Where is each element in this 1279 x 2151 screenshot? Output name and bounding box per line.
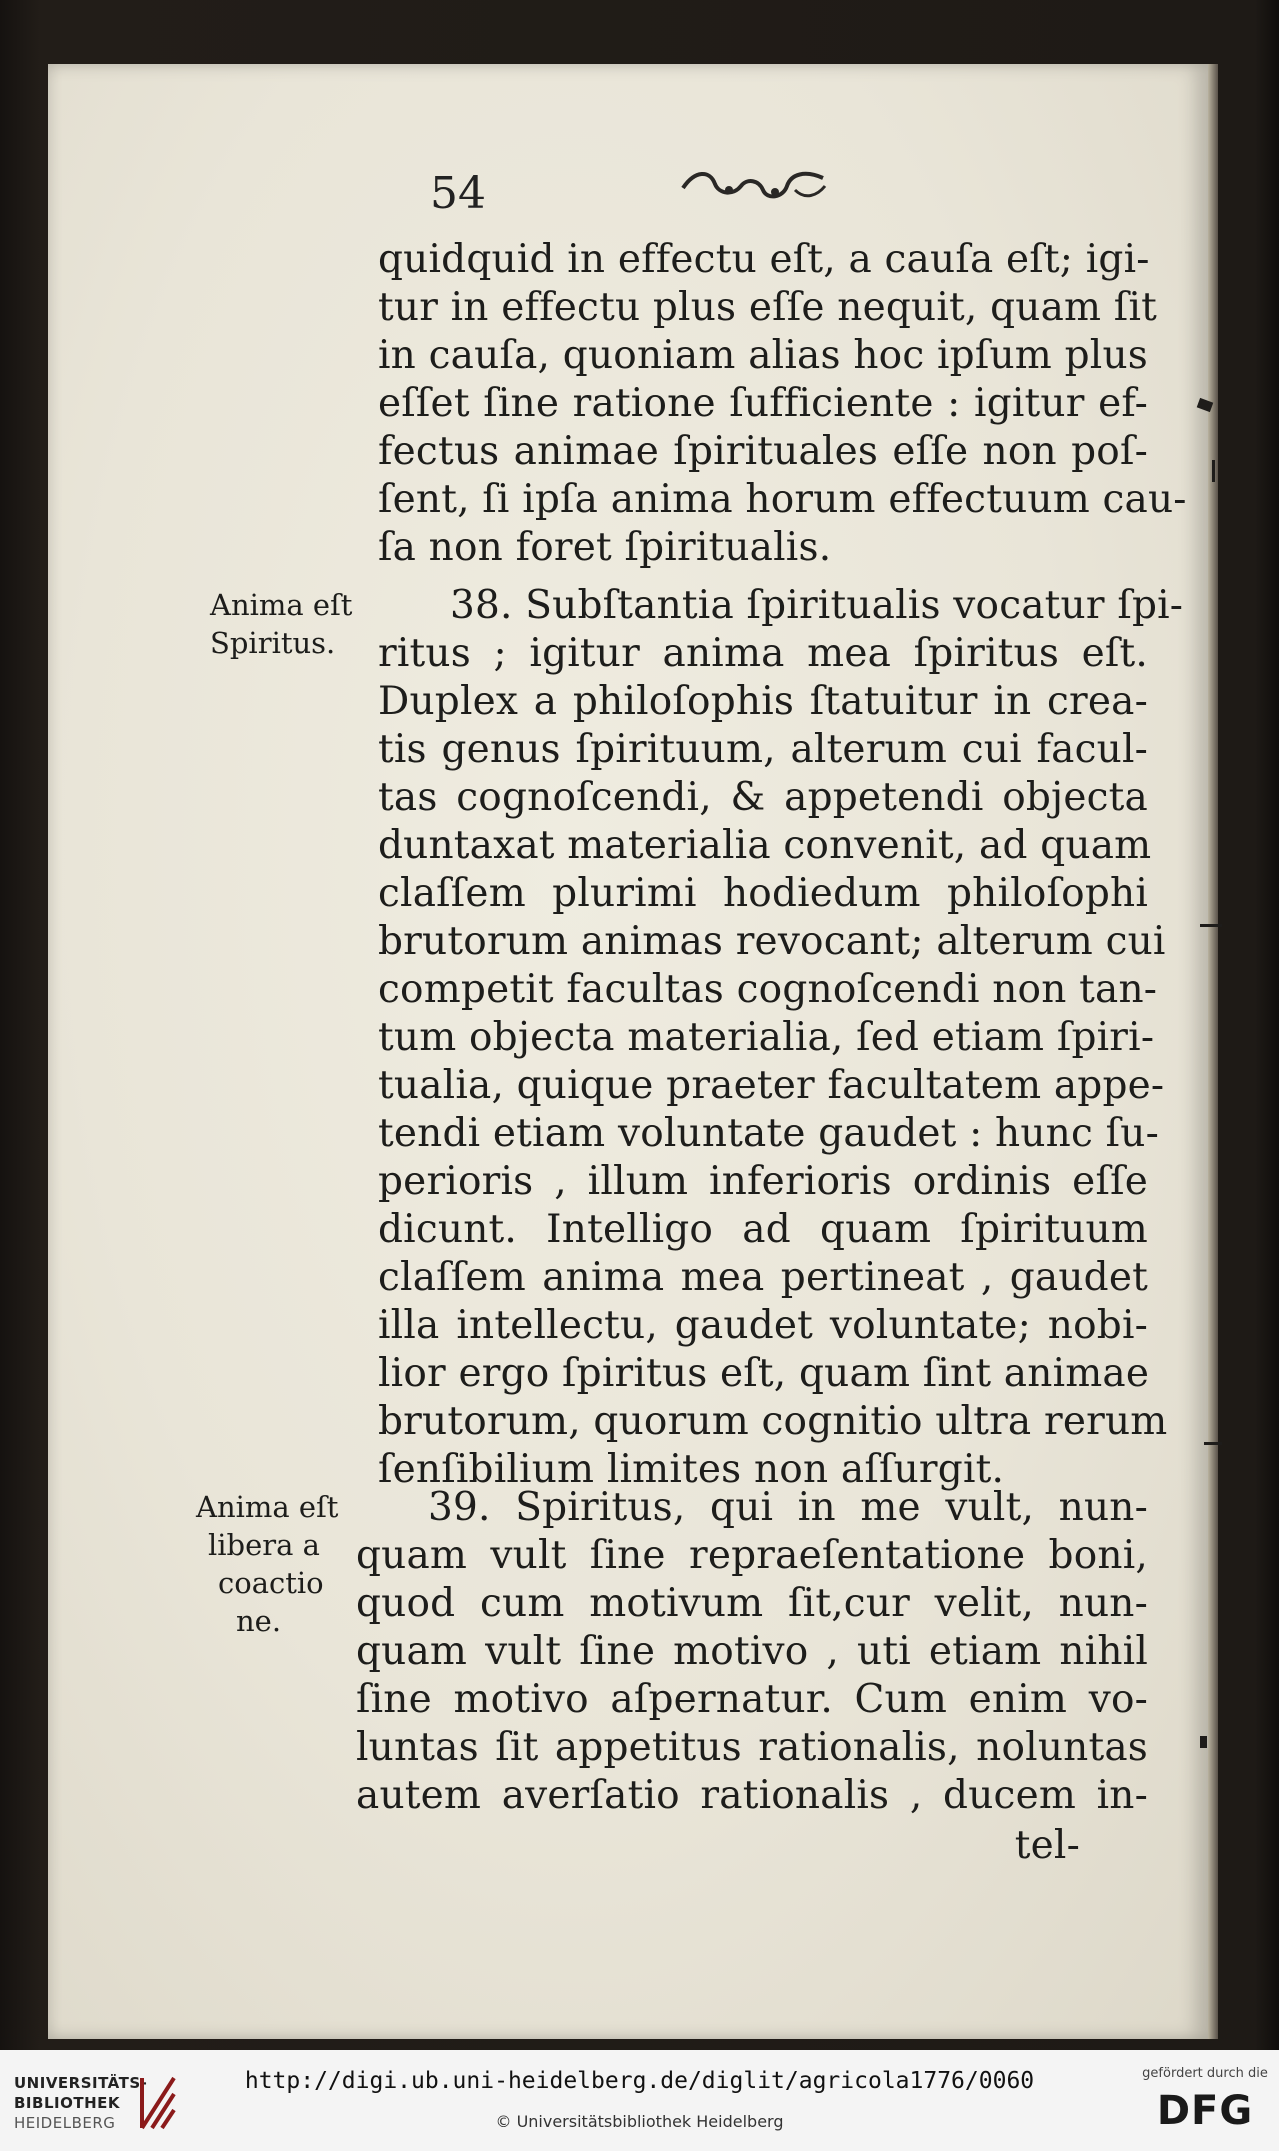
text-line: tis genus ſpirituum, alterum cui facul- xyxy=(378,727,1148,772)
copyright-notice: © Universitätsbibliothek Heidelberg xyxy=(495,2112,784,2131)
text-line: claſſem anima mea pertineat , gaudet xyxy=(378,1255,1148,1300)
library-name-line: BIBLIOTHEK xyxy=(14,2094,120,2112)
margin-speck xyxy=(1204,1442,1222,1445)
margin-speck xyxy=(1200,924,1222,927)
text-line: lior ergo ſpiritus eſt, quam ſint animae xyxy=(378,1351,1150,1396)
margin-note-line: Anima eſt xyxy=(196,1490,339,1524)
text-line: ſenſibilium limites non aſſurgit. xyxy=(378,1447,1005,1492)
ornament-icon xyxy=(675,160,835,210)
text-line: eſſet ſine ratione ſufficiente : igitur ef- xyxy=(378,381,1148,426)
text-line: quod cum motivum ſit,cur velit, nun- xyxy=(356,1581,1148,1626)
permalink-url[interactable]: http://digi.ub.uni-heidelberg.de/diglit/agricola1776/0060 xyxy=(244,2068,1035,2094)
margin-speck xyxy=(1200,1736,1207,1748)
margin-note-line: Spiritus. xyxy=(210,626,336,660)
text-line: brutorum animas revocant; alterum cui xyxy=(378,919,1166,964)
text-line: quidquid in effectu eſt, a cauſa eſt; igi- xyxy=(378,237,1150,282)
text-line: 38. Subſtantia ſpiritualis vocatur ſpi- xyxy=(450,583,1184,628)
text-line: illa intellectu, gaudet voluntate; nobi- xyxy=(378,1303,1148,1348)
library-name-line: UNIVERSITÄTS- xyxy=(14,2074,148,2092)
text-line: tendi etiam voluntate gaudet : hunc ſu- xyxy=(378,1111,1159,1156)
text-line: ſent, ſi ipſa anima horum effectuum cau- xyxy=(378,477,1187,522)
text-line: ritus ; igitur anima mea ſpiritus eſt. xyxy=(378,631,1148,676)
text-line: ſa non foret ſpiritualis. xyxy=(378,525,832,570)
text-line: quam vult ſine repraeſentatione boni, xyxy=(356,1533,1148,1578)
margin-note-line: Anima eſt xyxy=(210,588,353,622)
catchword: tel- xyxy=(1014,1823,1080,1868)
margin-note-line: libera a xyxy=(208,1528,320,1562)
text-line: claſſem plurimi hodiedum philoſophi xyxy=(378,871,1148,916)
text-line: tum objecta materialia, ſed etiam ſpiri- xyxy=(378,1015,1155,1060)
text-line: dicunt. Intelligo ad quam ſpirituum xyxy=(378,1207,1148,1252)
text-line: in cauſa, quoniam alias hoc ipſum plus xyxy=(378,333,1148,378)
margin-note-line: coactio xyxy=(218,1566,324,1600)
text-line: tas cognoſcendi, & appetendi objecta xyxy=(378,775,1148,820)
page-edge xyxy=(1208,64,1218,2039)
library-name-line: HEIDELBERG xyxy=(14,2114,116,2132)
text-line: tualia, quique praeter facultatem appe- xyxy=(378,1063,1165,1108)
text-line: competit facultas cognoſcendi non tan- xyxy=(378,967,1158,1012)
text-line: perioris , illum inferioris ordinis eſſe xyxy=(378,1159,1148,1204)
text-line: duntaxat materialia convenit, ad quam xyxy=(378,823,1152,868)
text-line: 39. Spiritus, qui in me vult, nun- xyxy=(428,1485,1148,1530)
text-line: tur in effectu plus eſſe nequit, quam ſit xyxy=(378,285,1157,330)
margin-note-line: ne. xyxy=(236,1604,282,1638)
page-number: 54 xyxy=(430,168,486,219)
text-line: brutorum, quorum cognitio ultra rerum xyxy=(378,1399,1168,1444)
margin-speck xyxy=(1212,460,1215,482)
text-line: fectus animae ſpirituales eſſe non poſ- xyxy=(378,429,1148,474)
viewer-footer xyxy=(0,2050,1279,2151)
text-line: autem averſatio rationalis , ducem in- xyxy=(356,1773,1148,1818)
text-line: ſine motivo aſpernatur. Cum enim vo- xyxy=(356,1677,1148,1722)
funding-caption: gefördert durch die xyxy=(1142,2066,1268,2081)
text-line: luntas ſit appetitus rationalis, noluntas xyxy=(356,1725,1148,1770)
text-line: quam vult ſine motivo , uti etiam nihil xyxy=(356,1629,1148,1674)
text-line: Duplex a philoſophis ſtatuitur in crea- xyxy=(378,679,1148,724)
dfg-logo: DFG xyxy=(1156,2088,1254,2134)
